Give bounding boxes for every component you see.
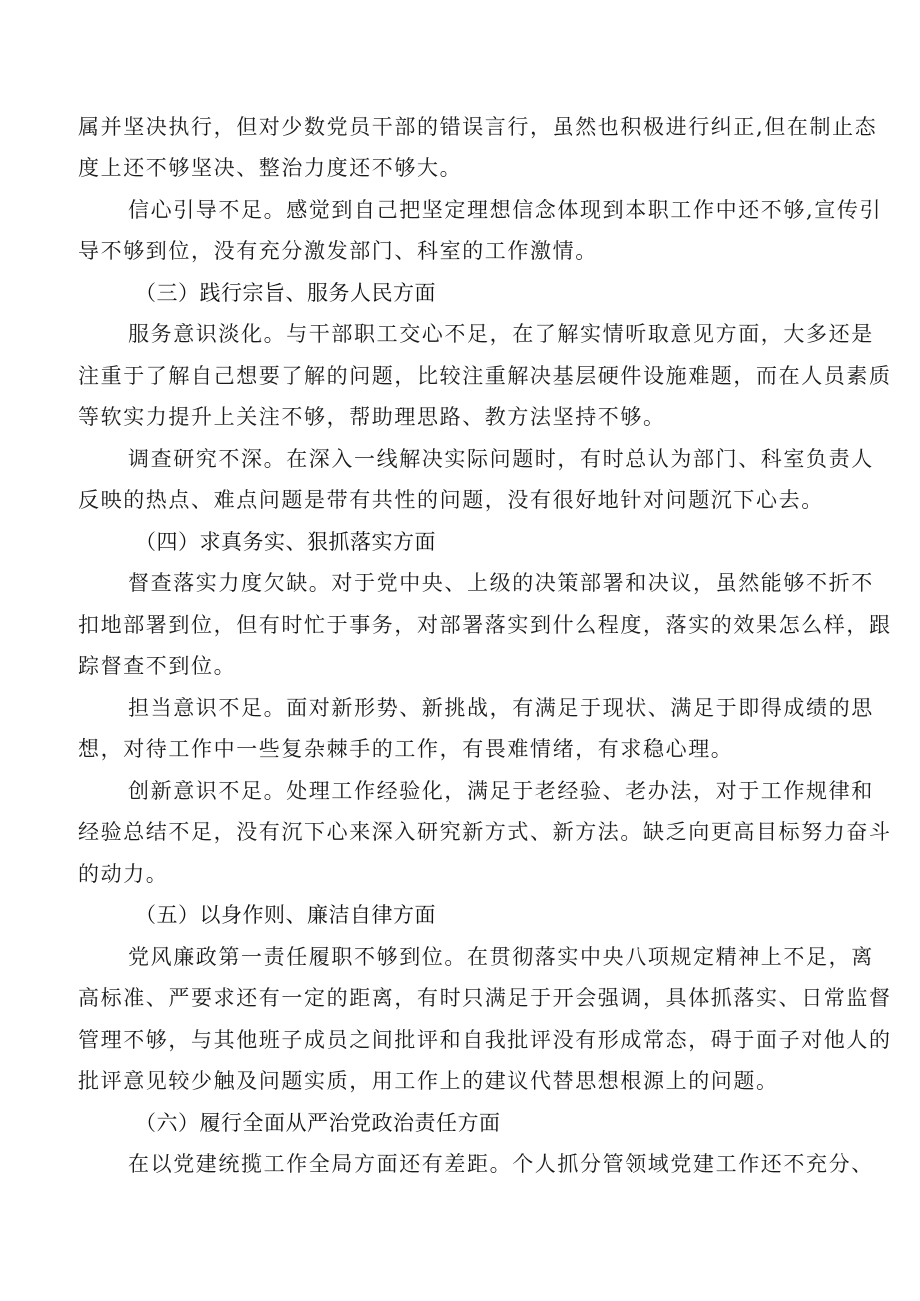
section-heading-6: （六）履行全面从严治党政治责任方面	[135, 1111, 501, 1135]
paragraph-line: 等软实力提升上关注不够，帮助理思路、教方法坚持不够。	[78, 405, 666, 429]
paragraph-line: 调查研究不深。在深入一线解决实际问题时，有时总认为部门、科室负责人	[128, 447, 874, 471]
section-heading-3: （三）践行宗旨、服务人民方面	[135, 281, 436, 305]
paragraph-line: 督查落实力度欠缺。对于党中央、上级的决策部署和决议，虽然能够不折不	[128, 571, 874, 595]
paragraph-line: 批评意见较少触及问题实质，用工作上的建议代替思想根源上的问题。	[78, 1069, 779, 1093]
paragraph-line: 的动力。	[78, 862, 169, 886]
paragraph-line: 高标准、严要求还有一定的距离，有时只满足于开会强调，具体抓落实、日常监督	[78, 986, 892, 1010]
paragraph-line: 在以党建统揽工作全局方面还有差距。个人抓分管领域党建工作还不充分、	[128, 1152, 874, 1176]
paragraph-line: 信心引导不足。感觉到自己把坚定理想信念体现到本职工作中还不够,宣传引	[128, 198, 883, 222]
paragraph-line: 想，对待工作中一些复杂棘手的工作，有畏难情绪，有求稳心理。	[78, 737, 734, 761]
section-heading-5: （五）以身作则、廉洁自律方面	[135, 903, 436, 927]
paragraph-line: 担当意识不足。面对新形势、新挑战，有满足于现状、满足于即得成绩的思	[128, 696, 874, 720]
paragraph-line: 创新意识不足。处理工作经验化，满足于老经验、老办法，对于工作规律和	[128, 779, 874, 803]
paragraph-line: 管理不够，与其他班子成员之间批评和自我批评没有形成常态，碍于面子对他人的	[78, 1028, 892, 1052]
paragraph-line: 经验总结不足，没有沉下心来深入研究新方式、新方法。缺乏向更高目标努力奋斗	[78, 820, 892, 844]
paragraph-line: 属并坚决执行，但对少数党员干部的错误言行，虽然也积极进行纠正,但在制止态	[78, 115, 878, 139]
paragraph-line: 踪督查不到位。	[78, 654, 237, 678]
paragraph-line: 导不够到位，没有充分激发部门、科室的工作激情。	[78, 239, 598, 263]
paragraph-line: 服务意识淡化。与干部职工交心不足，在了解实情听取意见方面，大多还是	[128, 322, 874, 346]
paragraph-line: 反映的热点、难点问题是带有共性的问题，没有很好地针对问题沉下心去。	[78, 488, 824, 512]
paragraph-line: 党风廉政第一责任履职不够到位。在贯彻落实中央八项规定精神上不足，离	[128, 945, 874, 969]
paragraph-line: 注重于了解自己想要了解的问题，比较注重解决基层硬件设施难题，而在人员素质	[78, 364, 892, 388]
paragraph-line: 度上还不够坚决、整治力度还不够大。	[78, 156, 463, 180]
section-heading-4: （四）求真务实、狠抓落实方面	[135, 530, 436, 554]
paragraph-line: 扣地部署到位，但有时忙于事务，对部署落实到什么程度，落实的效果怎么样，跟	[78, 613, 892, 637]
